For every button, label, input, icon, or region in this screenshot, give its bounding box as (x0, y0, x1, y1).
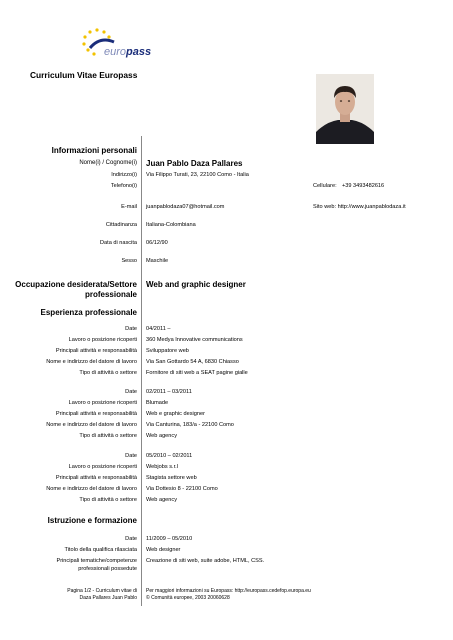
employer-value: Via Canturina, 183/a - 22100 Como (146, 422, 234, 428)
footer-right-2: © Comunità europee, 2003 20060628 (146, 595, 230, 601)
phone-label: Telefono(i) (110, 183, 137, 189)
mobile-value: +39 3493482616 (342, 183, 385, 189)
duties-label: Principali attività e responsabilità (55, 475, 137, 481)
date-value: 02/2011 – 03/2011 (146, 389, 192, 395)
edu-skills-value: Creazione di siti web, suite adobe, HTML, CSS. (146, 558, 265, 564)
role-label: Lavoro o posizione ricoperti (68, 337, 137, 343)
duties-label: Principali attività e responsabilità (55, 348, 137, 354)
employer-value: Via San Gottardo 54 A, 6830 Chiasso (146, 359, 239, 365)
sex-label: Sesso (121, 258, 137, 264)
role-label: Lavoro o posizione ricoperti (68, 400, 137, 406)
employer-value: Via Dottesio 8 - 22100 Como (146, 486, 218, 492)
edu-title-value: Web designer (146, 547, 181, 553)
duties-value: Stagista settore web (146, 475, 197, 481)
sector-label: Tipo di attività o settore (79, 370, 137, 376)
profile-photo (316, 74, 374, 144)
address-label: Indirizzo(i) (111, 172, 137, 178)
address-value: Via Filippo Turati, 23, 22100 Como - Italia (146, 172, 249, 178)
mobile-label: Cellulare: (313, 183, 337, 189)
doc-title: Curriculum Vitae Europass (30, 70, 138, 80)
footer-divider (141, 584, 142, 606)
role-value: Blumade (146, 400, 169, 406)
date-label: Date (125, 453, 137, 459)
duties-value: Web e graphic designer (146, 411, 205, 417)
birth-value: 06/12/90 (146, 240, 168, 246)
edu-date-value: 11/2009 – 05/2010 (146, 536, 193, 542)
edu-title-label: Titolo della qualifica rilasciata (64, 547, 137, 553)
email-value[interactable]: juanpablodaza07@hotmail.com (146, 204, 225, 210)
role-value: 360 Medya Innovative communications (146, 337, 243, 343)
email-label: E-mail (121, 204, 137, 210)
logo-euro: euro (104, 46, 127, 58)
citizenship-label: Cittadinanza (105, 222, 137, 228)
edu-date-label: Date (125, 536, 137, 542)
column-divider (141, 136, 142, 591)
footer-left-2: Daza Pallares Juan Pablo (79, 595, 137, 601)
date-label: Date (125, 326, 137, 332)
occupation-value: Web and graphic designer (146, 280, 246, 289)
occupation-heading: Occupazione desiderata/Settore professionale (15, 280, 137, 299)
name-label: Nome(i) / Cognome(i) (79, 160, 137, 166)
name-value: Juan Pablo Daza Pallares (146, 159, 243, 168)
citizenship-value: Italiana-Colombiana (146, 222, 196, 228)
experience-heading: Esperienza professionale (40, 308, 137, 317)
sex-value: Maschile (146, 258, 169, 264)
date-label: Date (125, 389, 137, 395)
sector-label: Tipo di attività o settore (79, 497, 137, 503)
edu-skills-label-1: Principali tematiche/competenze (56, 558, 137, 564)
web-value[interactable]: http://www.juanpablodaza.it (337, 204, 406, 210)
birth-label: Data di nascita (99, 240, 137, 246)
employer-label: Nome e indirizzo del datore di lavoro (46, 486, 137, 492)
duties-label: Principali attività e responsabilità (55, 411, 137, 417)
sector-value: Web agency (146, 497, 177, 503)
role-value: Webjobs s.r.l (146, 464, 178, 470)
employer-label: Nome e indirizzo del datore di lavoro (46, 359, 137, 365)
date-value: 05/2010 – 02/2011 (146, 453, 193, 459)
web-label: Sito web: (313, 204, 337, 210)
footer-right-1: Per maggiori informazioni su Europass: http://europass.cedefop.europa.eu (146, 588, 311, 594)
footer-left-1: Pagina 1/2 - Curriculum vitae di (67, 588, 137, 594)
sector-value: Web agency (146, 433, 177, 439)
education-heading: Istruzione e formazione (47, 516, 137, 525)
date-value: 04/2011 – (146, 326, 171, 332)
logo-pass: pass (126, 46, 152, 58)
role-label: Lavoro o posizione ricoperti (68, 464, 137, 470)
edu-skills-label-2: professionali possedute (78, 566, 137, 572)
duties-value: Sviluppatore web (146, 348, 189, 354)
personal-heading: Informazioni personali (51, 146, 137, 155)
employer-label: Nome e indirizzo del datore di lavoro (46, 422, 137, 428)
sector-value: Fornitore di siti web a SEAT pagine gialle (146, 370, 248, 376)
sector-label: Tipo di attività o settore (79, 433, 137, 439)
